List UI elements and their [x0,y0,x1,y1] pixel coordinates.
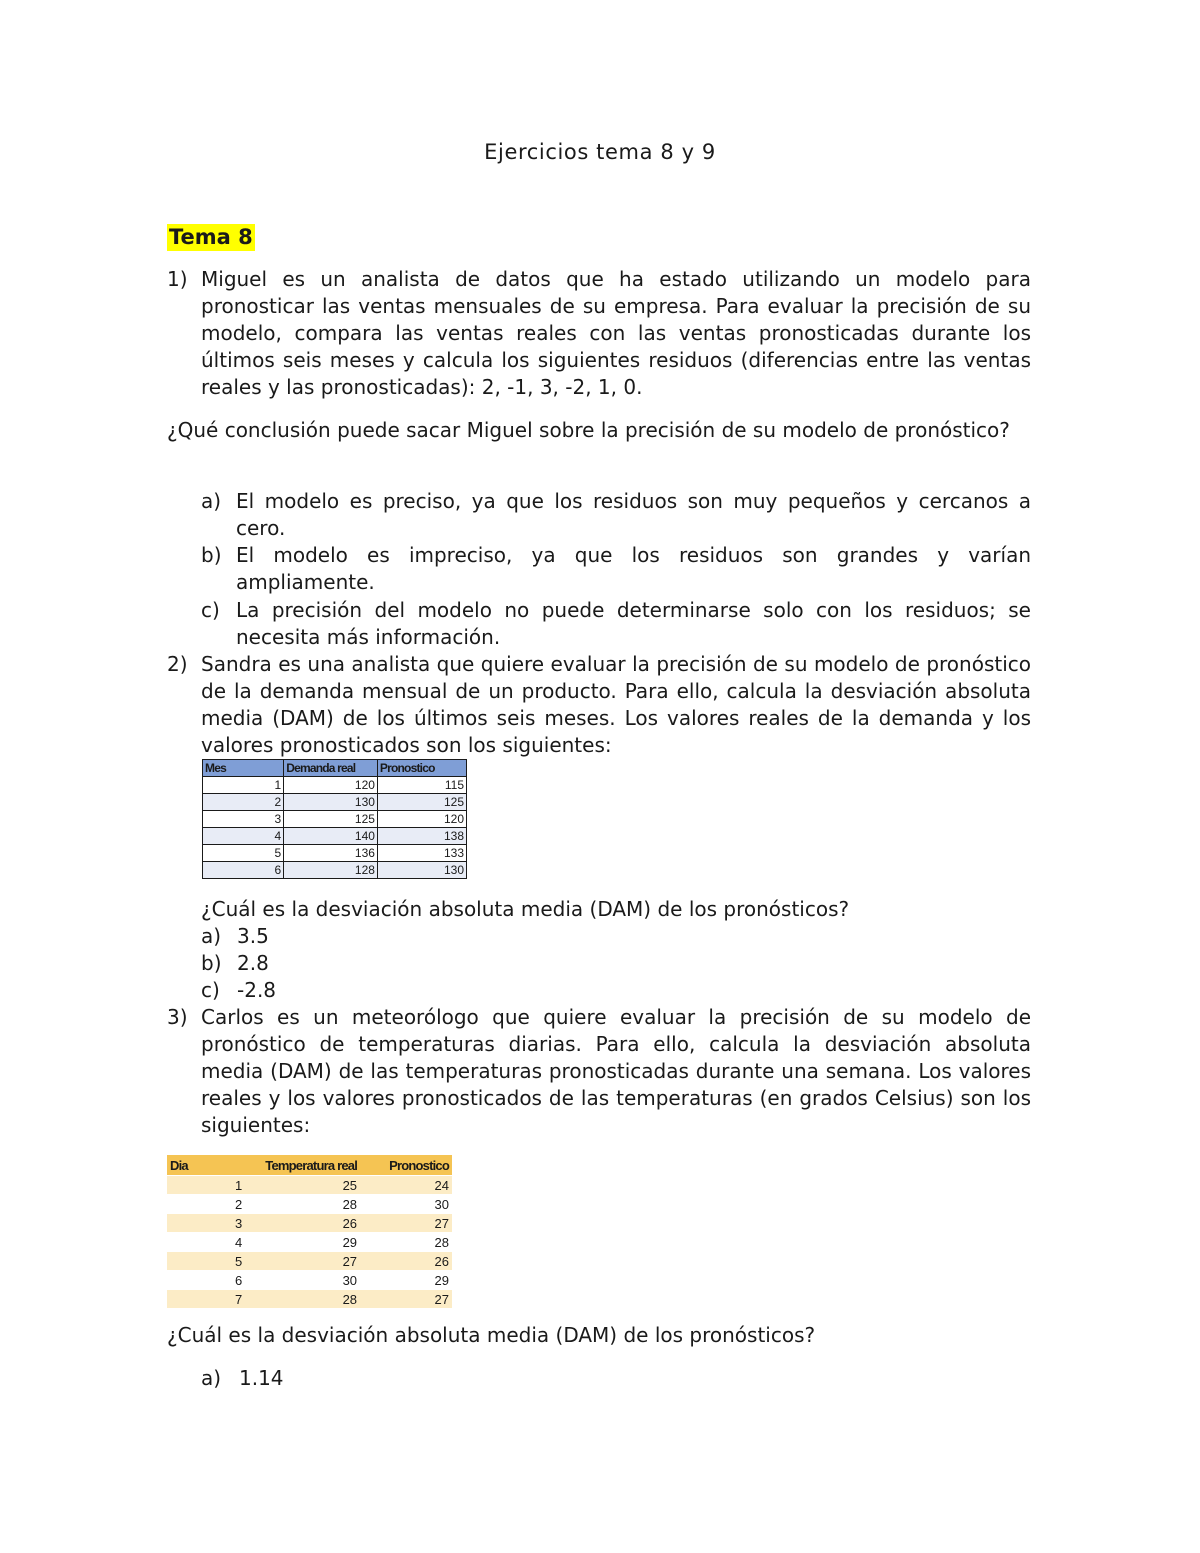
cell: 138 [377,828,466,845]
table-row [203,862,467,879]
cell: 28 [245,1195,360,1214]
table-row [167,1195,452,1214]
cell: 25 [245,1176,360,1195]
cell: 4 [203,828,284,845]
q1-text: Miguel es un analista de datos que ha estado utilizando un modelo para pronosticar las ventas mensuales de su empresa. Para evaluar la precisión de su modelo, compara las ventas reales con las ventas pronosticadas durante los últimos seis meses y calcula los siguientes residuos (diferencias entre las ventas reales y las pronosticadas): 2, -1, 3, -2, 1, 0. [201,267,1031,399]
temperature-table [167,1155,452,1309]
q3-number: 3) [167,1005,188,1029]
cell: 5 [203,845,284,862]
cell: 4 [167,1233,245,1252]
cell: 6 [167,1271,245,1290]
cell: 30 [360,1195,452,1214]
cell: 28 [360,1233,452,1252]
cell: 3 [203,811,284,828]
cell: 28 [245,1290,360,1309]
column-header-demanda-real: Demanda real [284,760,378,777]
cell: 5 [167,1252,245,1271]
cell: 1 [203,777,284,794]
q2-option-a-letter: a) [201,924,222,948]
cell: 1 [167,1176,245,1195]
q1-option-b: El modelo es impreciso, ya que los residuos son grandes y varían ampliamente. [236,543,1031,594]
column-header-temperatura-real: Temperatura real [245,1155,360,1176]
cell: 130 [284,794,378,811]
q2-option-c-letter: c) [201,978,220,1002]
table-row [203,794,467,811]
cell: 30 [245,1271,360,1290]
cell: 133 [377,845,466,862]
cell: 3 [167,1214,245,1233]
cell: 2 [167,1195,245,1214]
q3-option-a: 1.14 [239,1366,284,1390]
q2-option-b-letter: b) [201,951,222,975]
table-row [203,845,467,862]
q1-option-a: El modelo es preciso, ya que los residuos son muy pequeños y cercanos a cero. [236,489,1031,540]
cell: 27 [245,1252,360,1271]
q1-number: 1) [167,267,188,291]
q1-question: ¿Qué conclusión puede sacar Miguel sobre la precisión de su modelo de pronóstico? [167,418,1010,442]
table-row [167,1290,452,1309]
cell: 125 [284,811,378,828]
cell: 128 [284,862,378,879]
table-row [167,1233,452,1252]
document-title: Ejercicios tema 8 y 9 [484,140,716,164]
cell: 115 [377,777,466,794]
q2-text: Sandra es una analista que quiere evaluar la precisión de su modelo de pronóstico de la demanda mensual de un producto. Para ello, calcula la desviación absoluta media (DAM) de los últimos seis meses. Los valores reales de la demanda y los valores pronosticados son los siguientes: [201,652,1031,757]
cell: 27 [360,1290,452,1309]
table-row [167,1271,452,1290]
cell: 26 [360,1252,452,1271]
table-row [203,811,467,828]
column-header-dia: Dia [167,1155,245,1176]
q2-option-b: 2.8 [237,951,269,975]
q2-number: 2) [167,652,188,676]
table-row [167,1214,452,1233]
column-header-pronostico: Pronostico [377,760,466,777]
cell: 7 [167,1290,245,1309]
cell: 24 [360,1176,452,1195]
column-header-pronostico: Pronostico [360,1155,452,1176]
q1-option-c-letter: c) [201,598,220,622]
cell: 125 [377,794,466,811]
cell: 27 [360,1214,452,1233]
cell: 6 [203,862,284,879]
q2-question: ¿Cuál es la desviación absoluta media (DAM) de los pronósticos? [201,897,850,921]
table-header-row [167,1155,452,1176]
cell: 120 [284,777,378,794]
cell: 29 [360,1271,452,1290]
q1-option-c: La precisión del modelo no puede determinarse solo con los residuos; se necesita más información. [236,598,1031,649]
q1-option-b-letter: b) [201,543,222,567]
q3-question: ¿Cuál es la desviación absoluta media (DAM) de los pronósticos? [167,1323,816,1347]
column-header-mes: Mes [203,760,284,777]
cell: 140 [284,828,378,845]
cell: 2 [203,794,284,811]
section-heading: Tema 8 [169,225,253,249]
table-row [167,1252,452,1271]
q3-option-a-letter: a) [201,1366,222,1390]
q3-text: Carlos es un meteorólogo que quiere evaluar la precisión de su modelo de pronóstico de temperaturas diarias. Para ello, calcula la desviación absoluta media (DAM) de las temperaturas pronosticadas durante una semana. Los valores reales y los valores pronosticados de las temperaturas (en grados Celsius) son los siguientes: [201,1005,1031,1137]
table-header-row [203,760,467,777]
q2-option-c: -2.8 [237,978,277,1002]
cell: 120 [377,811,466,828]
table-row [203,828,467,845]
demand-table [202,759,467,879]
q2-option-a: 3.5 [237,924,269,948]
table-row [203,777,467,794]
cell: 130 [377,862,466,879]
cell: 26 [245,1214,360,1233]
cell: 29 [245,1233,360,1252]
q1-option-a-letter: a) [201,489,222,513]
table-row [167,1176,452,1195]
cell: 136 [284,845,378,862]
